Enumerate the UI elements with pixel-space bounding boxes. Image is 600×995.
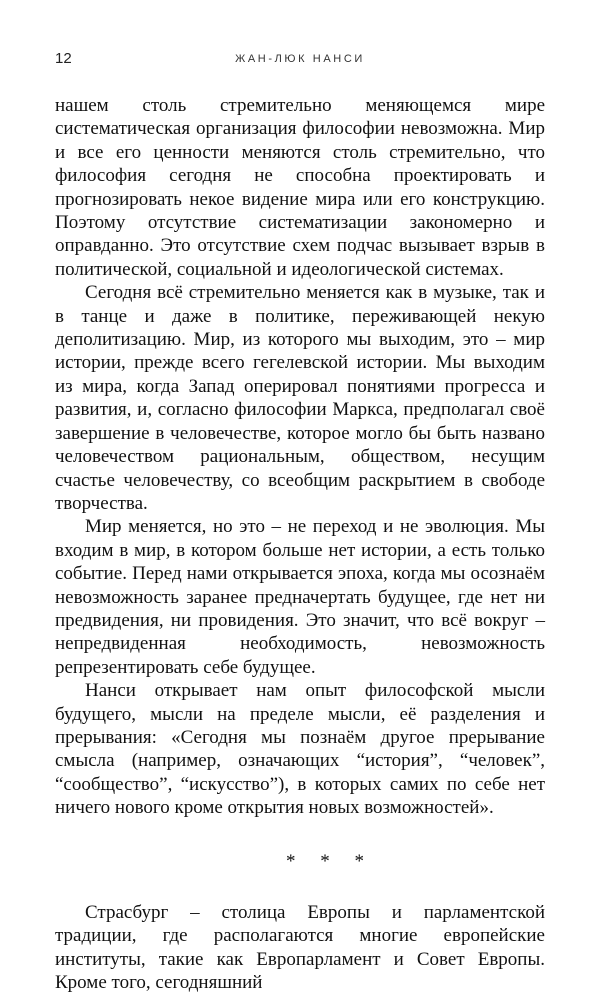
page-number: 12 bbox=[55, 50, 72, 67]
paragraph: Сегодня всё стремительно меняется как в музыке, так и в танце и даже в политике, переживающей некую деполитизацию. Мир, из которого мы выходим, это – мир истории, прежде всего гегелевской истории. Мы выходим из мира, когда Запад оперировал понятиями прогресса и развития, и, согласно философии Маркса, предполагал своё завершение в человечестве, которое могло бы быть названо человечеством рациональным, обществом, несущим счастье человечеству, со всеобщим раскрытием в свободе творчества. bbox=[55, 282, 545, 514]
body-text bbox=[55, 94, 545, 995]
paragraph: Страсбург – столица Европы и парламентской традиции, где располагаются многие европейские институты, такие как Европарламент и Совет Европы. Кроме того, сегодняшний bbox=[55, 902, 545, 994]
paragraph: Нанси открывает нам опыт философской мысли будущего, мысли на пределе мысли, её разделения и прерывания: «Сегодня мы познаём другое прерывание смысла (например, означающих “история”, “человек”, “сообщество”, “искусство”), в которых самих по себе нет ничего нового кроме открытия новых возможностей». bbox=[55, 680, 545, 819]
paragraph-continued: нашем столь стремительно меняющемся мире систематическая организация философии невозможна. Мир и все его ценности меняются столь стремительно, что философия сегодня не способна проектировать и прогнозировать некое видение мира или его конструкцию. Поэтому отсутствие систематизации закономерно и оправданно. Это отсутствие схем подчас вызывает взрыв в политической, социальной и идеологической системах. bbox=[55, 95, 545, 280]
section-separator: * * * bbox=[286, 850, 374, 872]
running-head: ЖАН-ЛЮК НАНСИ bbox=[235, 53, 365, 65]
paragraph: Мир меняется, но это – не переход и не эволюция. Мы входим в мир, в котором больше нет истории, а есть только событие. Перед нами открывается эпоха, когда мы осознаём невозможность заранее предначертать будущее, где нет ни предвидения, ни провидения. Это значит, что всё вокруг – непредвиденная необходимость, невозможность репрезентировать себе будущее. bbox=[55, 516, 545, 678]
